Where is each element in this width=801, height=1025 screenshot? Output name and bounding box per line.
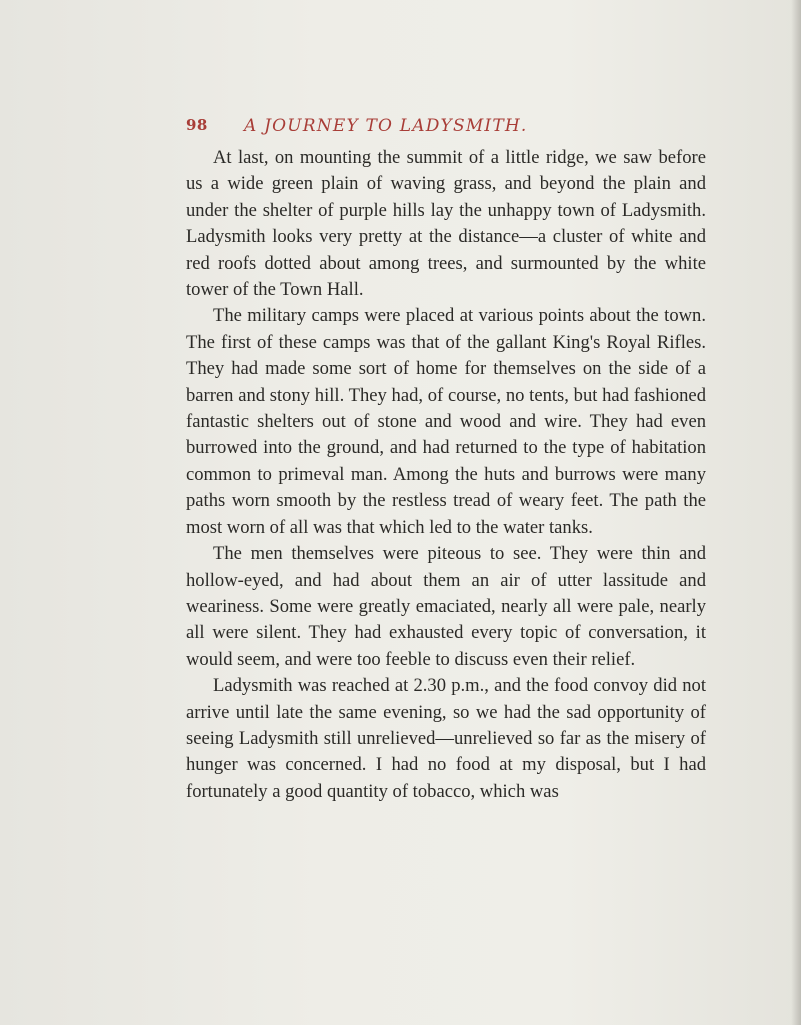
page-edge-shadow	[791, 0, 801, 1025]
paragraph: At last, on mounting the summit of a little ridge, we saw before us a wide green plain of waving grass, and beyond the plain and under the shelter of purple hills lay the unhappy town of Ladysmith. Ladysmith looks very pretty at the distance—a cluster of white and red roofs dotted about among trees, and surmounted by the white tower of the Town Hall.	[186, 147, 706, 301]
paragraph: Ladysmith was reached at 2.30 p.m., and the food convoy did not arrive until late the same evening, so we had the sad opportunity of seeing Ladysmith still unrelieved—unrelieved so far as the misery of hunger was concerned. I had no food at my disposal, but I had fortunately a good quantity of tobacco, which was	[186, 675, 706, 802]
paragraph: The military camps were placed at various points about the town. The first of these camps was that of the gallant King's Royal Rifles. They had made some sort of home for themselves on the side of a barren and stony hill. They had, of course, no tents, but had fashioned fantastic shelters out of stone and wood and wire. They had even burrowed into the ground, and had returned to the type of habitation common to primeval man. Among the huts and burrows were many paths worn smooth by the restless tread of weary feet. The path the most worn of all was that which led to the water tanks.	[186, 305, 706, 538]
body-text	[186, 145, 706, 805]
running-title: A JOURNEY TO LADYSMITH.	[244, 116, 528, 136]
paragraph: The men themselves were piteous to see. They were thin and hollow-eyed, and had about them an air of utter lassitude and weariness. Some were greatly emaciated, nearly all were pale, nearly all were silent. They had exhausted every topic of conversation, it would seem, and were too feeble to discuss even their relief.	[186, 543, 706, 670]
page-number: 98	[186, 116, 208, 134]
running-head	[186, 116, 706, 140]
